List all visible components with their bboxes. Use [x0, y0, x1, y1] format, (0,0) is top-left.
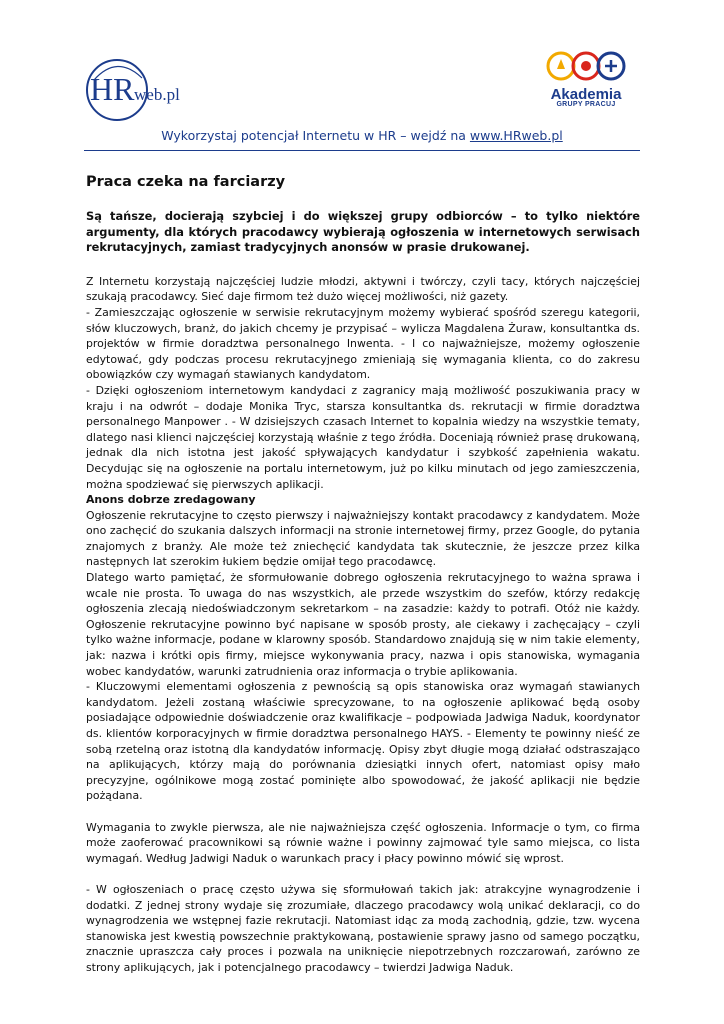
tagline-text: Wykorzystaj potencjał Internetu w HR – wejdź na — [161, 128, 470, 143]
article — [86, 174, 640, 976]
paragraph-5: Dlatego warto pamiętać, że sformułowanie dobrego ogłoszenia rekrutacyjnego to ważna sprawa i wcale nie prosta. To uwaga do nas wszystkich, ale przede wszystkim do szefów, którzy redakcję ogłoszenia zlecają niedoświadczonym sekretarkom – na zasadzie: każdy to potrafi. Otóż nie każdy. Ogłoszenie rekrutacyjne powinno być napisane w sposób prosty, ale ciekawy i zachęcający – czyli tylko ważne informacje, podane w klarowny sposób. Standardowo znajdują się w nim takie elementy, jak: nazwa i krótki opis firmy, miejsce wykonywania pracy, nazwa i opis stanowiska, wymagania wobec kandydatów, warunki zatrudnienia oraz informacja o trybie aplikowania. — [86, 571, 640, 678]
hrweb-logo-suffix: web.pl — [134, 85, 180, 104]
article-title: Praca czeka na farciarzy — [86, 174, 286, 190]
hrweb-logo-mark: HR — [90, 71, 135, 107]
paragraph-4: Ogłoszenie rekrutacyjne to często pierwszy i najważniejszy kontakt pracodawcy z kandydatem. Może ono zachęcić do szukania dalszych informacji na stronie internetowej firmy, przez Google, do pytania znajomych z branży. Ale może też zniechęcić kandydata tak skutecznie, że jeszcze przez kilka następnych lat szerokim łukiem będzie omijał tego pracodawcę. — [86, 508, 640, 569]
paragraph-7: Wymagania to zwykle pierwsza, ale nie najważniejsza część ogłoszenia. Informacje o tym, co firma może zaoferować pracownikowi są równie ważne i powinny zajmować tyle samo miejsca, co lista wymagań. Według Jadwigi Naduk o warunkach pracy i płacy powinno mówić się wprost. — [86, 820, 640, 865]
akademia-logo-sub: GRUPY PRACUJ — [556, 101, 616, 108]
paragraph-6: - Kluczowymi elementami ogłoszenia z pewnością są opis stanowiska oraz wymagań stawianych kandydatom. Jeżeli zostaną właściwie sprecyzowane, to na ogłoszenie aplikować będą osoby posiadające odpowiednie doświadczenie oraz kwalifikacje – podpowiada Jadwiga Naduk, koordynator ds. klientów korporacyjnych w firmie doradztwa personalnego HAYS. - Elementy te powinny nieść ze sobą rzetelną oraz istotną dla kandydatów informację. Opisy zbyt długie mogą działać odstraszająco na aplikujących, którzy mają do porównania dziesiątki innych ofert, natomiast opisy mało precyzyjne, ogólnikowe mogą zostać pominięte albo spowodować, że jakość aplikacji nie będzie pożądana. — [86, 680, 640, 803]
section-heading: Anons dobrze zredagowany — [86, 493, 256, 507]
hrweb-link[interactable]: www.HRweb.pl — [469, 128, 563, 143]
paragraph-3: - Dzięki ogłoszeniom internetowym kandydaci z zagranicy mają możliwość poszukiwania pracy w kraju i na odwrót – dodaje Monika Tryc, starsza konsultantka ds. rekrutacji w firmie doradztwa personalnego Manpower . - W dzisiejszych czasach Internet to kopalnia wiedzy na wszystkie tematy, dlatego nasi klienci najczęściej korzystają właśnie z tego źródła. Doceniają również prasę drukowaną, jednak dla nich istotna jest jakość spływających kandydatur i szybkość zapełnienia wakatu. Decydując się na ogłoszenie na portalu internetowym, już po kilku minutach od jego zamieszczenia, można spodziewać się pierwszych aplikacji. — [86, 383, 640, 491]
paragraph-2: - Zamieszczając ogłoszenie w serwisie rekrutacyjnym możemy wybierać spośród szeregu kategorii, słów kluczowych, branż, do jakich chcemy je przypisać – wylicza Magdalena Żuraw, konsultantka ds. projektów w firmie doradztwa personalnego Inwenta. - I co najważniejsze, możemy ogłoszenie edytować, gdy podczas procesu rekrutacyjnego zmieniają się wymagania klienta, co do zakresu obowiązków czy wymagań stawianych kandydatom. — [86, 305, 640, 382]
hrweb-logo — [84, 50, 204, 130]
header-divider — [84, 150, 640, 151]
paragraph-8: - W ogłoszeniach o pracę często używa się sformułowań takich jak: atrakcyjne wynagrodzenie i dodatki. Z jednej strony wydaje się zrozumiałe, dlaczego pracodawcy wolą unikać deklaracji, co do wynagrodzenia we wstępnej fazie rekrutacji. Natomiast idąc za modą zachodnią, gdzie, tzw. wycena stanowiska jest kwestią powszechnie praktykowaną, postawienie sprawy jasno od samego początku, znacznie upraszcza cały proces i pozwala na uniknięcie niepotrzebnych rozczarowań, zarówno ze strony aplikujących, jak i potencjalnego pracodawcy – twierdzi Jadwiga Naduk. — [86, 882, 640, 974]
article-lead: Są tańsze, docierają szybciej i do większej grupy odbiorców – to tylko niektóre argumenty, dla których pracodawcy wybierają ogłoszenia w internetowych serwisach rekrutacyjnych, zamiast tradycyjnych anonsów w prasie drukowanej. — [86, 209, 640, 255]
header-tagline — [84, 128, 640, 143]
akademia-logo-name: Akademia — [550, 86, 622, 103]
paragraph-1: Z Internetu korzystają najczęściej ludzie młodzi, aktywni i twórczy, czyli tacy, których najczęściej szukają pracodawcy. Sieć daje firmom też dużo więcej możliwości, niż gazety. — [86, 274, 640, 304]
